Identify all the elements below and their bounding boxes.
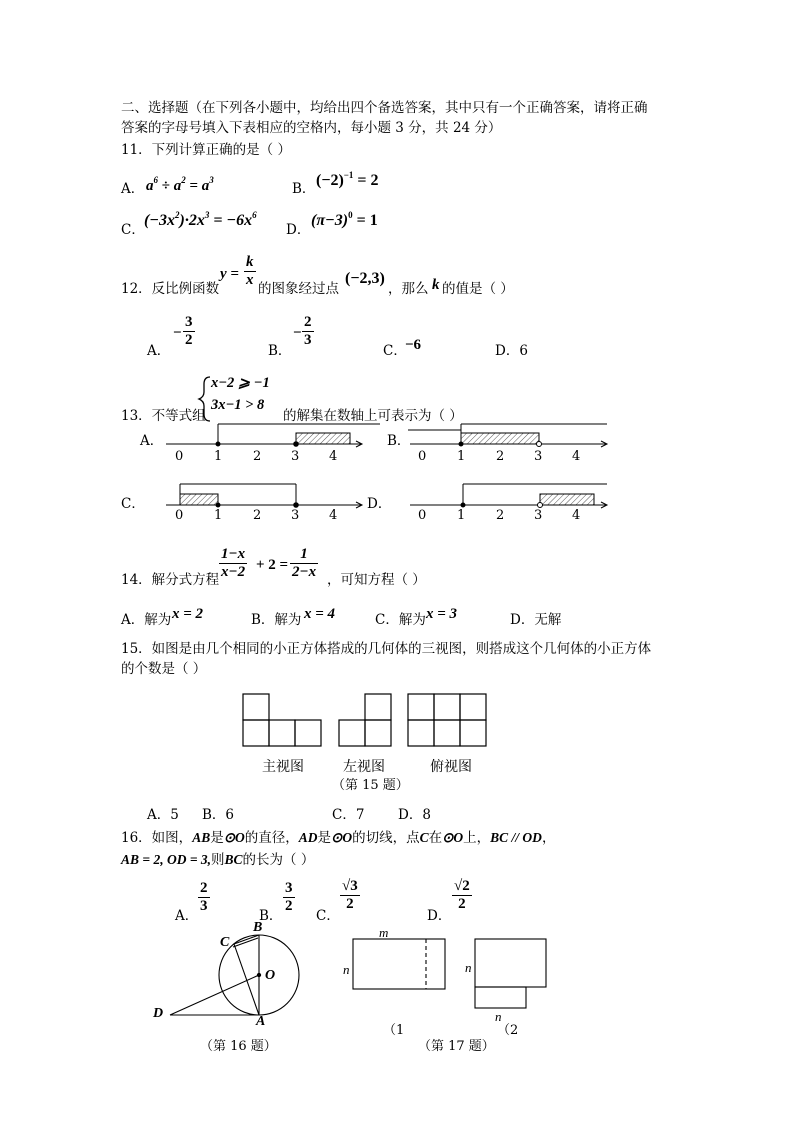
q15-option-b: B．6: [202, 807, 235, 823]
q15-front-view-label: 主视图: [262, 759, 304, 775]
q17-sub-2: （2: [497, 1023, 519, 1038]
q16-figure-label-b: B: [253, 920, 263, 935]
q13-b-tick-3: 3: [534, 449, 543, 464]
q13-b-tick-0: 0: [418, 449, 427, 464]
q15-left-view: [339, 694, 391, 746]
q16-option-b-fraction: $\frac{3}{2}$: [285, 880, 293, 914]
q16-caption: （第 16 题）: [200, 1039, 277, 1054]
q15-front-view: [243, 694, 321, 746]
q13-a-tick-3: 3: [291, 449, 300, 464]
q13-numberline-a: [166, 424, 380, 447]
q16-label-c: C．: [316, 908, 340, 924]
q11-label-b: B．: [292, 181, 316, 197]
q13-a-tick-0: 0: [175, 449, 184, 464]
q15-option-c: C．7: [332, 807, 365, 823]
section-heading-line1: 二、选择题（在下列各小题中，均给出四个备选答案，其中只有一个正确答案，请将正确: [121, 100, 648, 116]
q14-plus-two: + 2 =: [256, 557, 289, 573]
q17-sub-1: （1: [383, 1023, 405, 1038]
q16-geometry-figure: [170, 935, 299, 1015]
q13-inequality-2: 3x−1 > 8: [211, 397, 265, 413]
q16-figure-label-a: A: [256, 1014, 266, 1029]
q16-option-a-fraction: $\frac{2}{3}$: [200, 880, 208, 914]
q13-d-tick-2: 2: [496, 508, 505, 523]
q14-fraction-1: $\frac{1-x}{x-2}$: [221, 546, 246, 580]
q13-c-tick-3: 3: [291, 508, 300, 523]
q14-text-pre: 14．解分式方程: [121, 572, 220, 588]
q13-numberline-d: [410, 484, 607, 508]
q16-label-d: D．: [427, 908, 452, 924]
q13-c-tick-2: 2: [253, 508, 262, 523]
q16-line1: 16．如图，AB是⊙O的直径，AD是⊙O的切线，点C在⊙O上，BC // OD，: [121, 830, 556, 846]
q13-text-post: 的解集在数轴上可表示为（ ）: [283, 408, 463, 424]
q13-brace: [199, 377, 210, 421]
q15-left-view-label: 左视图: [343, 759, 385, 775]
q14-option-d: D．无解: [510, 612, 562, 628]
q12-y-equals: y =: [220, 266, 239, 282]
q13-label-a: A．: [140, 433, 164, 449]
q14-option-c: C．解为: [375, 612, 426, 628]
q13-b-tick-4: 4: [572, 449, 581, 464]
q13-d-tick-0: 0: [418, 508, 427, 523]
q17-label-m: m: [379, 925, 389, 940]
q14-text-post: ，可知方程（ ）: [327, 572, 426, 588]
q12-label-b: B．: [268, 343, 292, 359]
q15-top-view-label: 俯视图: [430, 759, 472, 775]
q16-label-b: B．: [259, 908, 283, 924]
q11-option-d-math: $(\pi-3)^0 = 1$: [311, 210, 378, 229]
q13-text-pre: 13．不等式组: [121, 408, 206, 424]
q16-option-d-fraction: $\frac{√2}{2}$: [454, 878, 470, 912]
q13-label-c: C．: [121, 496, 145, 512]
q12-text-pre: 12．反比例函数: [121, 281, 220, 297]
q17-figure-2: [475, 939, 546, 1008]
q12-label-c: C．: [383, 343, 407, 359]
q17-caption: （第 17 题）: [418, 1039, 495, 1054]
q16-figure-label-d: D: [153, 1006, 164, 1021]
q12-text-mid: 的图象经过点: [258, 281, 339, 297]
q15-option-a: A．5: [147, 807, 179, 823]
q15-option-d: D．8: [398, 807, 431, 823]
q12-option-c-value: −6: [405, 337, 422, 353]
q16-option-c-fraction: $\frac{√3}{2}$: [342, 878, 358, 912]
q13-c-tick-1: 1: [214, 508, 223, 523]
q16-figure-label-c: C: [220, 935, 230, 950]
q11-stem: 11．下列计算正确的是（ ）: [121, 142, 291, 158]
q17-label-n-left: n: [343, 962, 350, 977]
q12-label-a: A．: [147, 343, 171, 359]
q14-option-a-math: x = 2: [172, 606, 204, 622]
q17-label-n-right: n: [465, 960, 472, 975]
q13-d-tick-3: 3: [534, 508, 543, 523]
q11-option-a-math: $a^6 \div a^2 = a^3$: [146, 175, 214, 194]
q13-a-tick-1: 1: [214, 449, 223, 464]
q13-a-tick-4: 4: [329, 449, 338, 464]
q14-option-b-math: x = 4: [304, 606, 336, 622]
q15-caption: （第 15 题）: [332, 778, 409, 793]
q12-text-mid2: ，那么: [388, 281, 429, 297]
q13-c-tick-0: 0: [175, 508, 184, 523]
q12-point: (−2,3): [345, 270, 385, 287]
q15-top-view: [408, 694, 486, 746]
q13-d-tick-1: 1: [457, 508, 466, 523]
q13-inequality-1: x−2 ⩾ −1: [211, 375, 270, 391]
q16-label-a: A．: [175, 908, 199, 924]
q17-label-n-bottom: n: [495, 1009, 502, 1024]
q11-label-d: D．: [286, 222, 311, 238]
q12-option-a-sign: −: [173, 325, 182, 341]
q13-label-d: D．: [367, 496, 392, 512]
q16-line2: AB = 2, OD = 3,则BC的长为（ ）: [121, 852, 315, 868]
q11-option-c-math: $(-3x^2)\cdot 2x^3 = -6x^6$: [144, 210, 257, 229]
q14-option-b: B．解为: [251, 612, 302, 628]
q12-option-b-sign: −: [293, 325, 302, 341]
q17-figure-1: [353, 939, 445, 989]
q16-figure-label-o: O: [265, 968, 276, 983]
q11-option-b-math: $(-2)^{-1} = 2$: [316, 170, 379, 189]
q13-numberline-b: [408, 424, 607, 447]
q14-option-c-math: x = 3: [426, 606, 458, 622]
q15-stem-line1: 15．如图是由几个相同的小正方体搭成的几何体的三视图，则搭成这个几何体的小正方体: [121, 641, 652, 657]
q13-d-tick-4: 4: [572, 508, 581, 523]
q14-option-a: A．解为: [121, 612, 172, 628]
q13-c-tick-4: 4: [329, 508, 338, 523]
section-heading-line2: 答案的字母号填入下表相应的空格内，每小题 3 分，共 24 分）: [121, 120, 502, 136]
q14-fraction-2: $\frac{1}{2-x}$: [292, 546, 317, 580]
q13-a-tick-2: 2: [253, 449, 262, 464]
q13-label-b: B．: [387, 433, 411, 449]
q13-numberline-c: [166, 484, 362, 508]
q11-label-c: C．: [121, 222, 145, 238]
q12-option-b-fraction: $\frac{2}{3}$: [304, 314, 312, 348]
q13-b-tick-2: 2: [496, 449, 505, 464]
q12-fraction-k-over-x: $\frac{k}{x}$: [246, 254, 254, 288]
q12-k: k: [432, 277, 440, 293]
q12-option-d: D．6: [495, 343, 528, 359]
q15-stem-line2: 的个数是（ ）: [121, 661, 207, 677]
q12-option-a-fraction: $\frac{3}{2}$: [185, 314, 193, 348]
q13-b-tick-1: 1: [457, 449, 466, 464]
q11-label-a: A．: [121, 181, 145, 197]
q12-text-post: 的值是（ ）: [442, 281, 514, 297]
